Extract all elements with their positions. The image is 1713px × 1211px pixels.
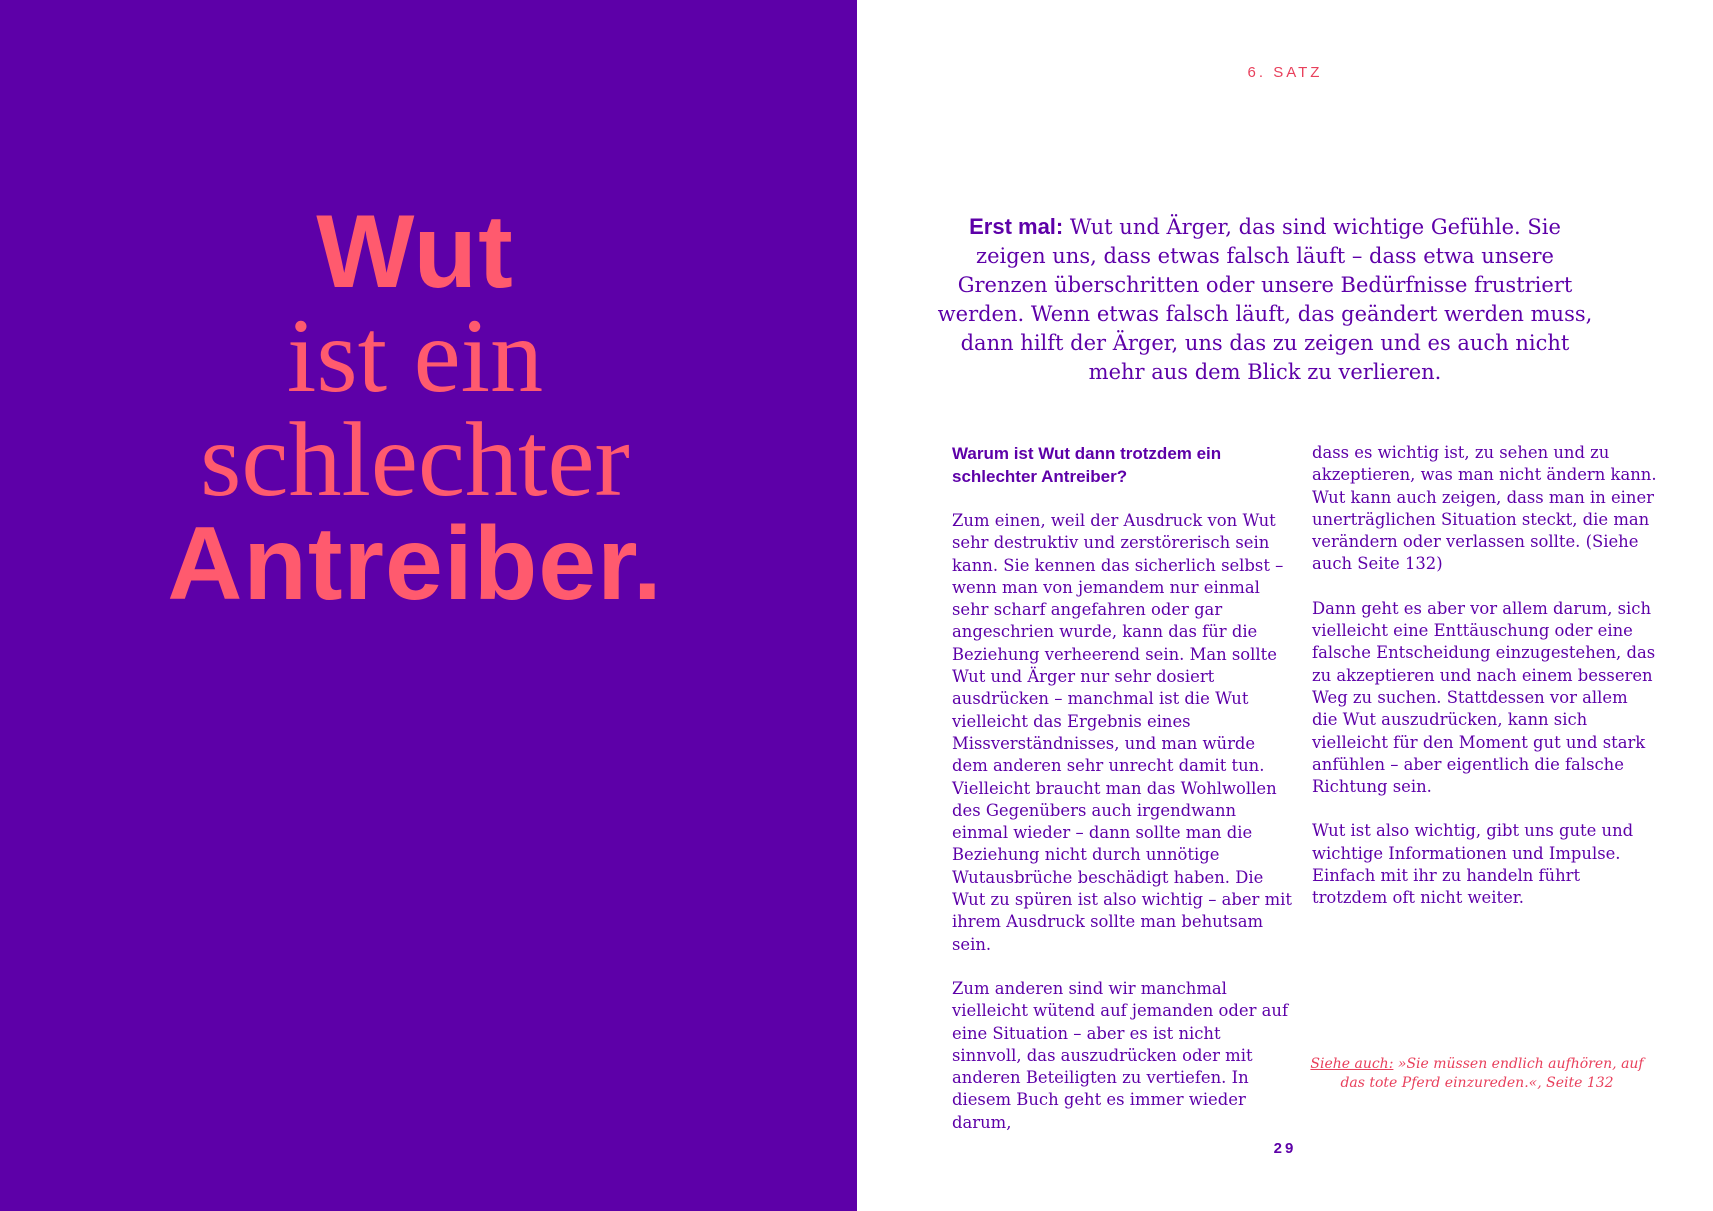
body-paragraph: Zum anderen sind wir manchmal vielleicht wütend auf jemanden oder auf eine Situation – aber es ist nicht sinnvoll, das auszudrücken oder mit anderen Beteiligten zu vertiefen. In diesem Buch geht es immer wieder darum, xyxy=(952,978,1289,1132)
intro-paragraph xyxy=(937,212,1593,387)
headline-line-3: schlechter xyxy=(200,401,630,518)
section-heading: Warum ist Wut dann trotzdem ein schlechter Antreiber? xyxy=(952,444,1222,486)
running-head: 6. SATZ xyxy=(1247,64,1323,81)
headline xyxy=(0,194,830,622)
margin-note-text: »Sie müssen endlich aufhören, auf das tote Pferd einzureden.«, Seite 132 xyxy=(1340,1056,1644,1091)
intro-lead: Erst mal: xyxy=(969,214,1064,239)
intro-text: Wut und Ärger, das sind wichtige Gefühle. Sie zeigen uns, dass etwas falsch läuft – dass etwa unsere Grenzen überschritten oder unsere Bedürfnisse frustriert werden. Wenn etwas falsch läuft, das geändert werden muss, dann hilft der Ärger, uns das zu zeigen und es auch nicht mehr aus dem Blick zu verlieren. xyxy=(937,215,1593,384)
margin-note-label: Siehe auch: xyxy=(1310,1056,1394,1072)
body-paragraph: dass es wichtig ist, zu sehen und zu akzeptieren, was man nicht ändern kann. Wut kann auch zeigen, dass man in einer unerträglichen Situation steckt, die man verändern oder verlassen sollte. (Siehe auch Seite 132) xyxy=(1312,443,1657,574)
left-column xyxy=(952,442,1292,1156)
margin-note xyxy=(1307,1055,1647,1093)
body-paragraph: Dann geht es aber vor allem darum, sich vielleicht eine Enttäuschung oder eine falsche Entscheidung einzugestehen, das zu akzeptieren und nach einem besseren Weg zu suchen. Stattdessen vor allem die Wut auszudrücken, kann sich vielleicht für den Moment gut und stark anfühlen – aber eigentlich die falsche Richtung sein. xyxy=(1312,598,1656,797)
body-paragraph: Wut ist also wichtig, gibt uns gute und wichtige Informationen und Impulse. Einfach mit ihr zu handeln führt trotzdem oft nicht weiter. xyxy=(1312,821,1634,908)
right-page xyxy=(857,0,1713,1211)
headline-line-2: ist ein xyxy=(286,297,544,414)
headline-line-1: Wut xyxy=(316,194,514,310)
body-paragraph: Zum einen, weil der Ausdruck von Wut sehr destruktiv und zerstörerisch sein kann. Sie kennen das sicherlich selbst – wenn man von jemandem nur einmal sehr scharf angefahren oder gar angeschrien wurde, kann das für die Beziehung verheerend sein. Man sollte Wut und Ärger nur sehr dosiert ausdrücken – manchmal ist die Wut vielleicht das Ergebnis eines Missverständnisses, und man würde dem anderen sehr unrecht damit tun. Vielleicht braucht man das Wohlwollen des Gegenübers auch irgendwann einmal wieder – dann sollte man die Beziehung nicht durch unnötige Wutausbrüche beschädigt haben. Die Wut zu spüren ist also wichtig – aber mit ihrem Ausdruck sollte man behutsam sein. xyxy=(952,511,1292,954)
headline-line-4: Antreiber. xyxy=(167,506,663,622)
right-column xyxy=(1312,442,1657,932)
page-number: 29 xyxy=(1273,1140,1297,1157)
